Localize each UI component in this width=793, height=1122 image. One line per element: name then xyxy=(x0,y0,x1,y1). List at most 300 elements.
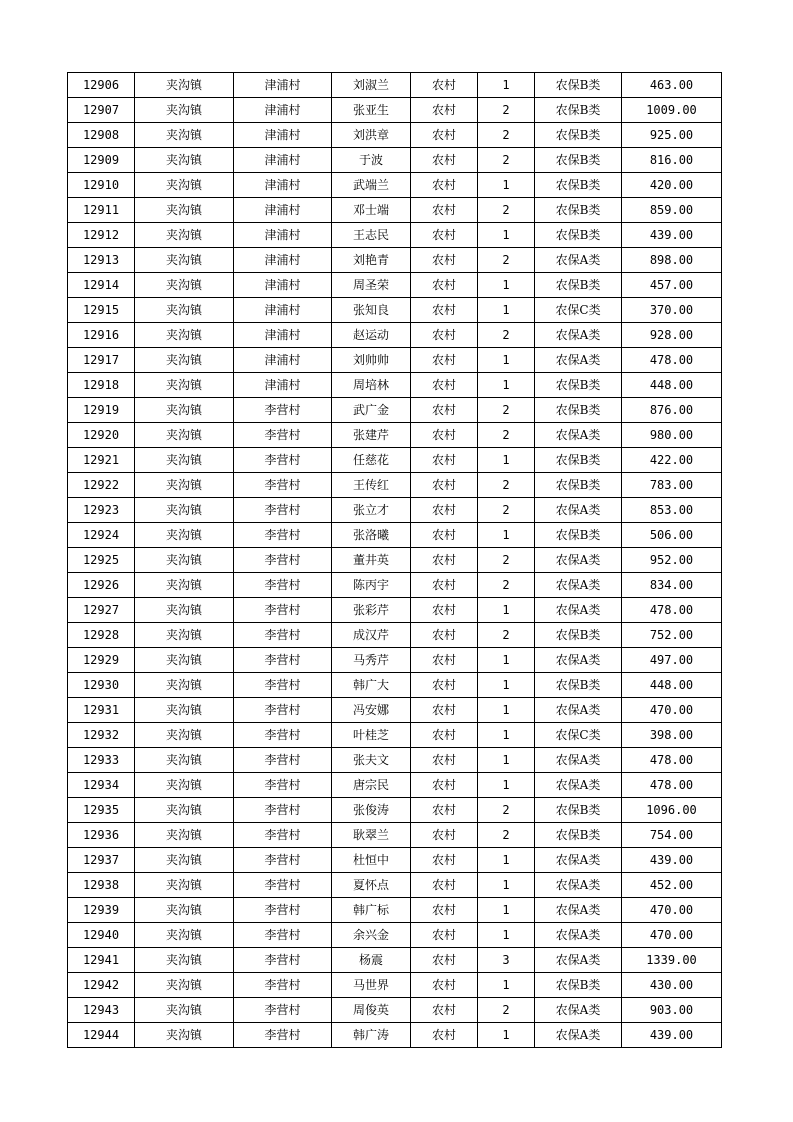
serial-number-cell: 12938 xyxy=(68,873,135,898)
village-cell: 李营村 xyxy=(234,498,332,523)
household-count-cell: 1 xyxy=(478,723,535,748)
town-cell: 夹沟镇 xyxy=(135,673,234,698)
area-type-cell: 农村 xyxy=(411,223,478,248)
household-count-cell: 1 xyxy=(478,923,535,948)
town-cell: 夹沟镇 xyxy=(135,823,234,848)
amount-cell: 470.00 xyxy=(622,898,722,923)
name-cell: 唐宗民 xyxy=(332,773,411,798)
amount-cell: 478.00 xyxy=(622,748,722,773)
name-cell: 马秀芹 xyxy=(332,648,411,673)
serial-number-cell: 12933 xyxy=(68,748,135,773)
village-cell: 津浦村 xyxy=(234,98,332,123)
amount-cell: 925.00 xyxy=(622,123,722,148)
table-row xyxy=(68,373,722,398)
name-cell: 王志民 xyxy=(332,223,411,248)
area-type-cell: 农村 xyxy=(411,623,478,648)
area-type-cell: 农村 xyxy=(411,773,478,798)
category-cell: 农保A类 xyxy=(535,948,622,973)
town-cell: 夹沟镇 xyxy=(135,123,234,148)
area-type-cell: 农村 xyxy=(411,1023,478,1048)
town-cell: 夹沟镇 xyxy=(135,848,234,873)
household-count-cell: 2 xyxy=(478,198,535,223)
serial-number-cell: 12914 xyxy=(68,273,135,298)
name-cell: 韩广标 xyxy=(332,898,411,923)
table-row xyxy=(68,748,722,773)
serial-number-cell: 12917 xyxy=(68,348,135,373)
town-cell: 夹沟镇 xyxy=(135,223,234,248)
area-type-cell: 农村 xyxy=(411,698,478,723)
area-type-cell: 农村 xyxy=(411,148,478,173)
amount-cell: 506.00 xyxy=(622,523,722,548)
table-row xyxy=(68,898,722,923)
town-cell: 夹沟镇 xyxy=(135,423,234,448)
amount-cell: 783.00 xyxy=(622,473,722,498)
serial-number-cell: 12909 xyxy=(68,148,135,173)
area-type-cell: 农村 xyxy=(411,248,478,273)
table-row xyxy=(68,623,722,648)
town-cell: 夹沟镇 xyxy=(135,698,234,723)
village-cell: 李营村 xyxy=(234,923,332,948)
table-row xyxy=(68,323,722,348)
village-cell: 津浦村 xyxy=(234,348,332,373)
table-row xyxy=(68,273,722,298)
village-cell: 李营村 xyxy=(234,548,332,573)
category-cell: 农保B类 xyxy=(535,198,622,223)
serial-number-cell: 12913 xyxy=(68,248,135,273)
table-row xyxy=(68,773,722,798)
village-cell: 李营村 xyxy=(234,523,332,548)
table-row xyxy=(68,798,722,823)
name-cell: 韩广大 xyxy=(332,673,411,698)
area-type-cell: 农村 xyxy=(411,573,478,598)
table-row xyxy=(68,498,722,523)
village-cell: 津浦村 xyxy=(234,148,332,173)
serial-number-cell: 12943 xyxy=(68,998,135,1023)
table-row xyxy=(68,873,722,898)
amount-cell: 470.00 xyxy=(622,698,722,723)
name-cell: 陈丙宇 xyxy=(332,573,411,598)
category-cell: 农保B类 xyxy=(535,623,622,648)
category-cell: 农保B类 xyxy=(535,123,622,148)
table-row xyxy=(68,548,722,573)
area-type-cell: 农村 xyxy=(411,548,478,573)
area-type-cell: 农村 xyxy=(411,323,478,348)
household-count-cell: 1 xyxy=(478,973,535,998)
household-count-cell: 1 xyxy=(478,523,535,548)
household-count-cell: 1 xyxy=(478,898,535,923)
area-type-cell: 农村 xyxy=(411,998,478,1023)
area-type-cell: 农村 xyxy=(411,798,478,823)
amount-cell: 754.00 xyxy=(622,823,722,848)
amount-cell: 398.00 xyxy=(622,723,722,748)
table-row xyxy=(68,348,722,373)
town-cell: 夹沟镇 xyxy=(135,323,234,348)
name-cell: 杜恒中 xyxy=(332,848,411,873)
serial-number-cell: 12937 xyxy=(68,848,135,873)
town-cell: 夹沟镇 xyxy=(135,573,234,598)
household-count-cell: 1 xyxy=(478,698,535,723)
amount-cell: 470.00 xyxy=(622,923,722,948)
name-cell: 冯安娜 xyxy=(332,698,411,723)
village-cell: 津浦村 xyxy=(234,373,332,398)
village-cell: 李营村 xyxy=(234,648,332,673)
table-row xyxy=(68,448,722,473)
town-cell: 夹沟镇 xyxy=(135,498,234,523)
serial-number-cell: 12942 xyxy=(68,973,135,998)
town-cell: 夹沟镇 xyxy=(135,298,234,323)
serial-number-cell: 12928 xyxy=(68,623,135,648)
table-row xyxy=(68,248,722,273)
table-row xyxy=(68,173,722,198)
town-cell: 夹沟镇 xyxy=(135,773,234,798)
serial-number-cell: 12912 xyxy=(68,223,135,248)
household-count-cell: 3 xyxy=(478,948,535,973)
area-type-cell: 农村 xyxy=(411,873,478,898)
amount-cell: 420.00 xyxy=(622,173,722,198)
village-cell: 李营村 xyxy=(234,848,332,873)
category-cell: 农保B类 xyxy=(535,673,622,698)
household-count-cell: 1 xyxy=(478,273,535,298)
serial-number-cell: 12919 xyxy=(68,398,135,423)
area-type-cell: 农村 xyxy=(411,73,478,98)
village-cell: 李营村 xyxy=(234,473,332,498)
village-cell: 李营村 xyxy=(234,973,332,998)
name-cell: 马世界 xyxy=(332,973,411,998)
amount-cell: 834.00 xyxy=(622,573,722,598)
area-type-cell: 农村 xyxy=(411,348,478,373)
serial-number-cell: 12918 xyxy=(68,373,135,398)
household-count-cell: 2 xyxy=(478,148,535,173)
household-count-cell: 1 xyxy=(478,773,535,798)
amount-cell: 903.00 xyxy=(622,998,722,1023)
area-type-cell: 农村 xyxy=(411,173,478,198)
amount-cell: 497.00 xyxy=(622,648,722,673)
amount-cell: 980.00 xyxy=(622,423,722,448)
name-cell: 张知良 xyxy=(332,298,411,323)
category-cell: 农保A类 xyxy=(535,423,622,448)
table-row xyxy=(68,148,722,173)
name-cell: 张立才 xyxy=(332,498,411,523)
data-table xyxy=(67,72,722,1048)
town-cell: 夹沟镇 xyxy=(135,398,234,423)
serial-number-cell: 12940 xyxy=(68,923,135,948)
village-cell: 李营村 xyxy=(234,1023,332,1048)
household-count-cell: 1 xyxy=(478,673,535,698)
village-cell: 津浦村 xyxy=(234,248,332,273)
table-row xyxy=(68,523,722,548)
serial-number-cell: 12915 xyxy=(68,298,135,323)
category-cell: 农保A类 xyxy=(535,748,622,773)
table-row xyxy=(68,573,722,598)
town-cell: 夹沟镇 xyxy=(135,548,234,573)
category-cell: 农保A类 xyxy=(535,573,622,598)
household-count-cell: 1 xyxy=(478,348,535,373)
village-cell: 李营村 xyxy=(234,823,332,848)
area-type-cell: 农村 xyxy=(411,298,478,323)
town-cell: 夹沟镇 xyxy=(135,273,234,298)
village-cell: 津浦村 xyxy=(234,173,332,198)
amount-cell: 457.00 xyxy=(622,273,722,298)
name-cell: 张建芹 xyxy=(332,423,411,448)
category-cell: 农保B类 xyxy=(535,823,622,848)
table-row xyxy=(68,298,722,323)
serial-number-cell: 12941 xyxy=(68,948,135,973)
serial-number-cell: 12920 xyxy=(68,423,135,448)
village-cell: 李营村 xyxy=(234,898,332,923)
village-cell: 李营村 xyxy=(234,623,332,648)
serial-number-cell: 12908 xyxy=(68,123,135,148)
area-type-cell: 农村 xyxy=(411,523,478,548)
household-count-cell: 2 xyxy=(478,323,535,348)
serial-number-cell: 12931 xyxy=(68,698,135,723)
amount-cell: 439.00 xyxy=(622,223,722,248)
village-cell: 李营村 xyxy=(234,423,332,448)
table-row xyxy=(68,98,722,123)
area-type-cell: 农村 xyxy=(411,673,478,698)
name-cell: 赵运动 xyxy=(332,323,411,348)
town-cell: 夹沟镇 xyxy=(135,598,234,623)
serial-number-cell: 12926 xyxy=(68,573,135,598)
area-type-cell: 农村 xyxy=(411,423,478,448)
name-cell: 周圣荣 xyxy=(332,273,411,298)
table-row xyxy=(68,198,722,223)
amount-cell: 439.00 xyxy=(622,848,722,873)
serial-number-cell: 12929 xyxy=(68,648,135,673)
category-cell: 农保A类 xyxy=(535,898,622,923)
household-count-cell: 2 xyxy=(478,123,535,148)
category-cell: 农保B类 xyxy=(535,373,622,398)
household-count-cell: 1 xyxy=(478,648,535,673)
household-count-cell: 2 xyxy=(478,798,535,823)
serial-number-cell: 12936 xyxy=(68,823,135,848)
name-cell: 武端兰 xyxy=(332,173,411,198)
category-cell: 农保B类 xyxy=(535,223,622,248)
household-count-cell: 2 xyxy=(478,998,535,1023)
serial-number-cell: 12930 xyxy=(68,673,135,698)
name-cell: 张彩芹 xyxy=(332,598,411,623)
name-cell: 刘艳青 xyxy=(332,248,411,273)
serial-number-cell: 12935 xyxy=(68,798,135,823)
area-type-cell: 农村 xyxy=(411,898,478,923)
serial-number-cell: 12916 xyxy=(68,323,135,348)
area-type-cell: 农村 xyxy=(411,748,478,773)
amount-cell: 816.00 xyxy=(622,148,722,173)
village-cell: 李营村 xyxy=(234,948,332,973)
household-count-cell: 2 xyxy=(478,573,535,598)
area-type-cell: 农村 xyxy=(411,373,478,398)
amount-cell: 928.00 xyxy=(622,323,722,348)
household-count-cell: 1 xyxy=(478,223,535,248)
serial-number-cell: 12921 xyxy=(68,448,135,473)
village-cell: 李营村 xyxy=(234,448,332,473)
area-type-cell: 农村 xyxy=(411,398,478,423)
village-cell: 津浦村 xyxy=(234,298,332,323)
serial-number-cell: 12923 xyxy=(68,498,135,523)
village-cell: 李营村 xyxy=(234,673,332,698)
amount-cell: 478.00 xyxy=(622,773,722,798)
village-cell: 李营村 xyxy=(234,573,332,598)
category-cell: 农保B类 xyxy=(535,523,622,548)
area-type-cell: 农村 xyxy=(411,923,478,948)
name-cell: 张洛曦 xyxy=(332,523,411,548)
household-count-cell: 1 xyxy=(478,173,535,198)
serial-number-cell: 12939 xyxy=(68,898,135,923)
category-cell: 农保A类 xyxy=(535,648,622,673)
category-cell: 农保B类 xyxy=(535,973,622,998)
area-type-cell: 农村 xyxy=(411,198,478,223)
town-cell: 夹沟镇 xyxy=(135,98,234,123)
category-cell: 农保B类 xyxy=(535,148,622,173)
household-count-cell: 2 xyxy=(478,823,535,848)
name-cell: 董井英 xyxy=(332,548,411,573)
category-cell: 农保A类 xyxy=(535,548,622,573)
name-cell: 耿翠兰 xyxy=(332,823,411,848)
amount-cell: 448.00 xyxy=(622,673,722,698)
serial-number-cell: 12907 xyxy=(68,98,135,123)
amount-cell: 853.00 xyxy=(622,498,722,523)
village-cell: 李营村 xyxy=(234,748,332,773)
table-row xyxy=(68,923,722,948)
town-cell: 夹沟镇 xyxy=(135,148,234,173)
household-count-cell: 1 xyxy=(478,448,535,473)
table-row xyxy=(68,73,722,98)
amount-cell: 448.00 xyxy=(622,373,722,398)
household-count-cell: 1 xyxy=(478,598,535,623)
area-type-cell: 农村 xyxy=(411,448,478,473)
category-cell: 农保A类 xyxy=(535,598,622,623)
town-cell: 夹沟镇 xyxy=(135,348,234,373)
village-cell: 津浦村 xyxy=(234,198,332,223)
amount-cell: 859.00 xyxy=(622,198,722,223)
table-row xyxy=(68,223,722,248)
amount-cell: 952.00 xyxy=(622,548,722,573)
village-cell: 津浦村 xyxy=(234,123,332,148)
household-count-cell: 1 xyxy=(478,748,535,773)
town-cell: 夹沟镇 xyxy=(135,948,234,973)
household-count-cell: 2 xyxy=(478,98,535,123)
household-count-cell: 1 xyxy=(478,73,535,98)
amount-cell: 1009.00 xyxy=(622,98,722,123)
area-type-cell: 农村 xyxy=(411,123,478,148)
amount-cell: 752.00 xyxy=(622,623,722,648)
table-row xyxy=(68,823,722,848)
town-cell: 夹沟镇 xyxy=(135,798,234,823)
area-type-cell: 农村 xyxy=(411,948,478,973)
town-cell: 夹沟镇 xyxy=(135,623,234,648)
serial-number-cell: 12911 xyxy=(68,198,135,223)
household-count-cell: 2 xyxy=(478,623,535,648)
name-cell: 余兴金 xyxy=(332,923,411,948)
area-type-cell: 农村 xyxy=(411,498,478,523)
table-row xyxy=(68,723,722,748)
area-type-cell: 农村 xyxy=(411,273,478,298)
category-cell: 农保A类 xyxy=(535,773,622,798)
category-cell: 农保A类 xyxy=(535,498,622,523)
table-row xyxy=(68,1023,722,1048)
village-cell: 津浦村 xyxy=(234,273,332,298)
serial-number-cell: 12944 xyxy=(68,1023,135,1048)
amount-cell: 430.00 xyxy=(622,973,722,998)
serial-number-cell: 12910 xyxy=(68,173,135,198)
name-cell: 叶桂芝 xyxy=(332,723,411,748)
category-cell: 农保B类 xyxy=(535,398,622,423)
amount-cell: 422.00 xyxy=(622,448,722,473)
serial-number-cell: 12927 xyxy=(68,598,135,623)
category-cell: 农保B类 xyxy=(535,448,622,473)
name-cell: 夏怀点 xyxy=(332,873,411,898)
name-cell: 周培林 xyxy=(332,373,411,398)
table-row xyxy=(68,123,722,148)
village-cell: 津浦村 xyxy=(234,73,332,98)
name-cell: 武广金 xyxy=(332,398,411,423)
village-cell: 李营村 xyxy=(234,873,332,898)
table-row xyxy=(68,973,722,998)
serial-number-cell: 12922 xyxy=(68,473,135,498)
area-type-cell: 农村 xyxy=(411,823,478,848)
category-cell: 农保B类 xyxy=(535,98,622,123)
town-cell: 夹沟镇 xyxy=(135,373,234,398)
amount-cell: 898.00 xyxy=(622,248,722,273)
household-count-cell: 1 xyxy=(478,373,535,398)
category-cell: 农保A类 xyxy=(535,348,622,373)
household-count-cell: 1 xyxy=(478,298,535,323)
table-row xyxy=(68,998,722,1023)
amount-cell: 478.00 xyxy=(622,598,722,623)
category-cell: 农保C类 xyxy=(535,723,622,748)
table-row xyxy=(68,948,722,973)
name-cell: 张俊涛 xyxy=(332,798,411,823)
village-cell: 李营村 xyxy=(234,723,332,748)
amount-cell: 439.00 xyxy=(622,1023,722,1048)
table-row xyxy=(68,698,722,723)
village-cell: 李营村 xyxy=(234,773,332,798)
category-cell: 农保B类 xyxy=(535,473,622,498)
area-type-cell: 农村 xyxy=(411,598,478,623)
table-row xyxy=(68,423,722,448)
category-cell: 农保A类 xyxy=(535,248,622,273)
name-cell: 刘帅帅 xyxy=(332,348,411,373)
town-cell: 夹沟镇 xyxy=(135,1023,234,1048)
table-row xyxy=(68,648,722,673)
village-cell: 李营村 xyxy=(234,998,332,1023)
serial-number-cell: 12934 xyxy=(68,773,135,798)
village-cell: 津浦村 xyxy=(234,323,332,348)
household-count-cell: 2 xyxy=(478,248,535,273)
area-type-cell: 农村 xyxy=(411,473,478,498)
town-cell: 夹沟镇 xyxy=(135,73,234,98)
area-type-cell: 农村 xyxy=(411,973,478,998)
serial-number-cell: 12925 xyxy=(68,548,135,573)
amount-cell: 463.00 xyxy=(622,73,722,98)
category-cell: 农保A类 xyxy=(535,998,622,1023)
town-cell: 夹沟镇 xyxy=(135,748,234,773)
village-cell: 李营村 xyxy=(234,398,332,423)
serial-number-cell: 12906 xyxy=(68,73,135,98)
town-cell: 夹沟镇 xyxy=(135,248,234,273)
household-count-cell: 2 xyxy=(478,498,535,523)
town-cell: 夹沟镇 xyxy=(135,873,234,898)
household-count-cell: 2 xyxy=(478,473,535,498)
village-cell: 津浦村 xyxy=(234,223,332,248)
table-row xyxy=(68,598,722,623)
town-cell: 夹沟镇 xyxy=(135,898,234,923)
household-count-cell: 1 xyxy=(478,1023,535,1048)
area-type-cell: 农村 xyxy=(411,848,478,873)
serial-number-cell: 12924 xyxy=(68,523,135,548)
name-cell: 邓士端 xyxy=(332,198,411,223)
town-cell: 夹沟镇 xyxy=(135,448,234,473)
town-cell: 夹沟镇 xyxy=(135,998,234,1023)
